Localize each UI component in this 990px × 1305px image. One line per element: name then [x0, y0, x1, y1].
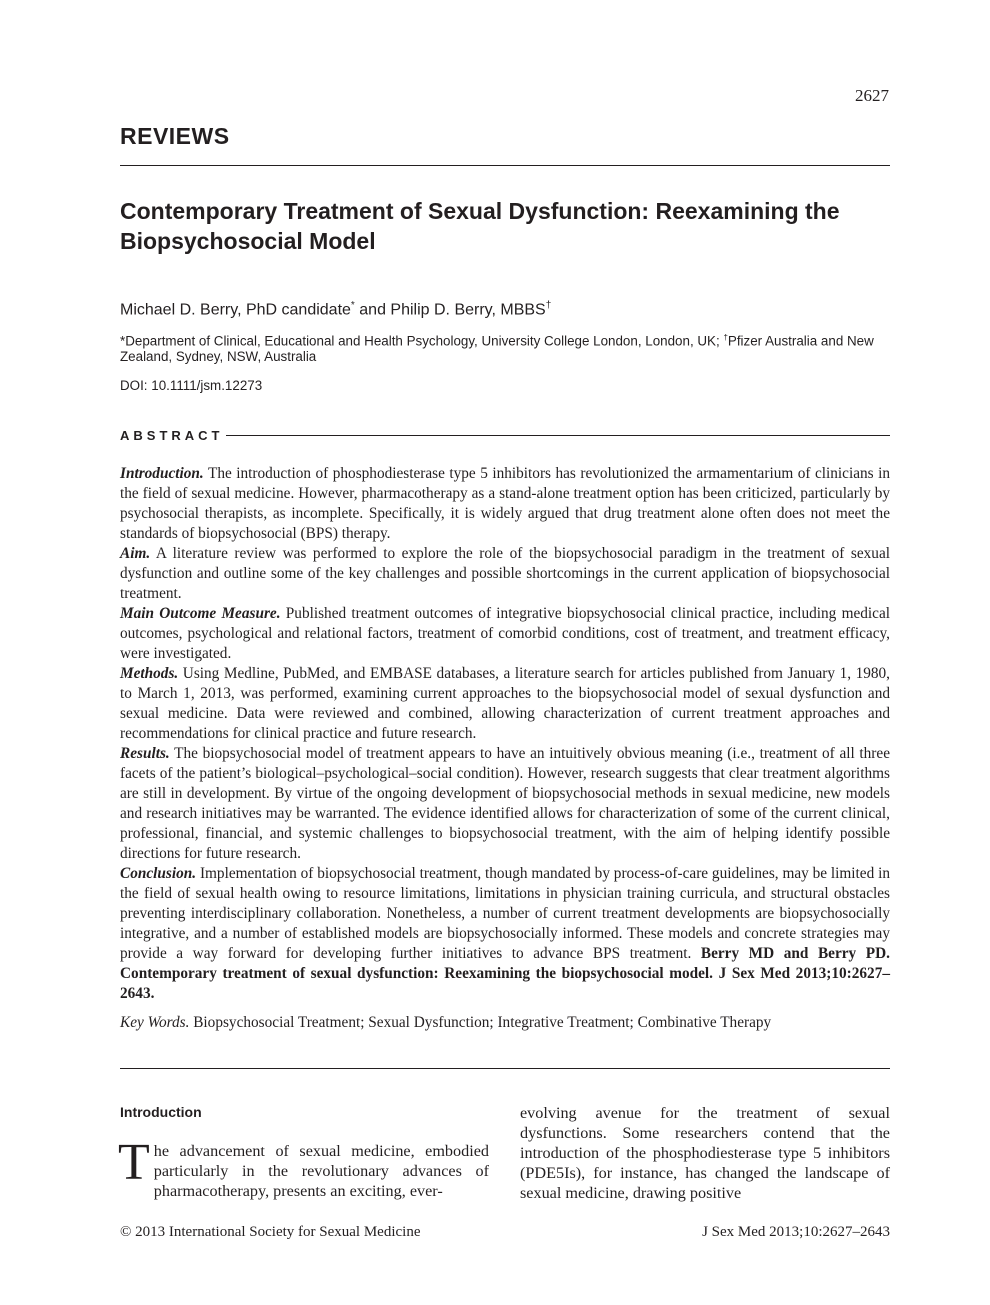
footer-copyright: © 2013 International Society for Sexual Medicine — [120, 1224, 421, 1240]
abstract-introduction-label: Introduction. — [120, 465, 204, 482]
abstract-results — [120, 744, 890, 864]
abstract-header — [120, 428, 890, 443]
affiliation — [120, 330, 890, 365]
section-label: REVIEWS — [120, 123, 230, 149]
author-line — [120, 300, 551, 319]
abstract-aim-label: Aim. — [120, 545, 151, 562]
abstract-divider — [226, 435, 891, 436]
abstract-outcome-text: Published treatment outcomes of integrative biopsychosocial clinical practice, including medical outcomes, psychological and relational factors, treatment of comorbid conditions, cost of treatment, and treatment efficacy, were investigated. — [120, 605, 890, 662]
doi: DOI: 10.1111/jsm.12273 — [120, 378, 263, 393]
affiliation-1: Department of Clinical, Educational and Health Psychology, University College London, London, UK; — [125, 333, 724, 349]
drop-cap: T — [118, 1134, 150, 1191]
abstract-outcome-label: Main Outcome Measure. — [120, 605, 281, 622]
abstract-label: ABSTRACT — [120, 428, 224, 443]
author-2: Philip D. Berry, MBBS — [390, 301, 546, 319]
abstract-conclusion — [120, 864, 890, 1004]
abstract-results-text: The biopsychosocial model of treatment appears to have an intuitively obvious meaning (i.e., treatment of all three facets of the patient’s biological–psychological–social condition). However, research suggests that clear treatment algorithms are still in development. By virtue of the ongoing development of biopsychosocial methods in sexual medicine, new models and research initiatives may be warranted. The evidence identified allows for characterization of some of the current clinical, professional, financial, and systemic challenges to biopsychosocial treatment, with the aim of helping identify possible directions for future research. — [120, 745, 890, 862]
affiliation-1-mark: * — [120, 333, 126, 349]
abstract-aim-text: A literature review was performed to explore the role of the biopsychosocial paradigm in the treatment of sexual dysfunction and outline some of the key challenges and possible shortcomings in the current application of biopsychosocial treatment. — [120, 545, 890, 602]
abstract-results-label: Results. — [120, 745, 170, 762]
abstract-conclusion-label: Conclusion. — [120, 865, 197, 882]
affiliation-2: Pfizer Australia and New Zealand, Sydney, NSW, Australia — [120, 333, 874, 365]
abstract-aim — [120, 544, 890, 604]
body-column-right: evolving avenue for the treatment of sexual dysfunctions. Some researchers contend that the introduction of the phosphodiesterase type 5 inhibitors (PDE5Is), for instance, has changed the landscape of sexual medicine, drawing positive — [520, 1104, 890, 1202]
abstract-citation: Berry MD and Berry PD. Contemporary treatment of sexual dysfunction: Reexamining the biopsychosocial model. J Sex Med 2013;10:2627–2643. — [120, 945, 890, 1002]
top-divider — [120, 165, 890, 166]
author-1-mark: * — [350, 300, 355, 311]
author-2-mark: † — [545, 300, 552, 311]
author-conjunction: and — [354, 301, 391, 319]
page-number: 2627 — [855, 86, 889, 105]
body-left-text: he advancement of sexual medicine, embodied particularly in the revolutionary advances of pharmacotherapy, presents an exciting, ever- — [153, 1142, 489, 1200]
abstract-body — [120, 464, 890, 1004]
affiliation-2-mark: † — [723, 333, 728, 342]
abstract-outcome — [120, 604, 890, 664]
keywords-label: Key Words. — [120, 1014, 190, 1031]
author-1: Michael D. Berry, PhD candidate — [120, 301, 351, 319]
abstract-introduction — [120, 464, 890, 544]
abstract-conclusion-text: Implementation of biopsychosocial treatment, though mandated by process-of-care guidelines, may be limited in the field of sexual health owing to resource limitations, limitations in physician training curricula, and structural obstacles preventing interdisciplinary collaboration. Nonetheless, a number of current treatment developments are biopsychosocially integrative, and a number of established models are biopsychosocially informed. These models and concrete strategies may provide a way forward for developing further initiatives to advance BPS treatment. — [120, 865, 890, 962]
article-title: Contemporary Treatment of Sexual Dysfunction: Reexamining the Biopsychosocial Model — [120, 198, 840, 254]
keywords-text: Biopsychosocial Treatment; Sexual Dysfunction; Integrative Treatment; Combinative Therapy — [193, 1014, 772, 1031]
bottom-divider — [120, 1068, 890, 1069]
abstract-methods-text: Using Medline, PubMed, and EMBASE databases, a literature search for articles published from January 1, 1980, to March 1, 2013, was performed, examining current approaches to the biopsychosocial model of sexual dysfunction and sexual medicine. Data were reviewed and combined, allowing characterization of current treatment approaches and recommendations for clinical practice and future research. — [120, 665, 890, 742]
introduction-heading: Introduction — [120, 1104, 202, 1120]
keywords — [120, 1013, 890, 1033]
abstract-introduction-text: The introduction of phosphodiesterase type 5 inhibitors has revolutionized the armamentarium of clinicians in the field of sexual medicine. However, pharmacotherapy as a stand-alone treatment option has been criticized, particularly by psychosocial therapists, as incomplete. Specifically, it is widely argued that drug treatment alone often does not meet the standards of biopsychosocial (BPS) therapy. — [120, 465, 890, 542]
abstract-methods — [120, 664, 890, 744]
footer-journal: J Sex Med 2013;10:2627–2643 — [702, 1224, 890, 1240]
abstract-methods-label: Methods. — [120, 665, 179, 682]
body-column-left — [118, 1134, 489, 1201]
